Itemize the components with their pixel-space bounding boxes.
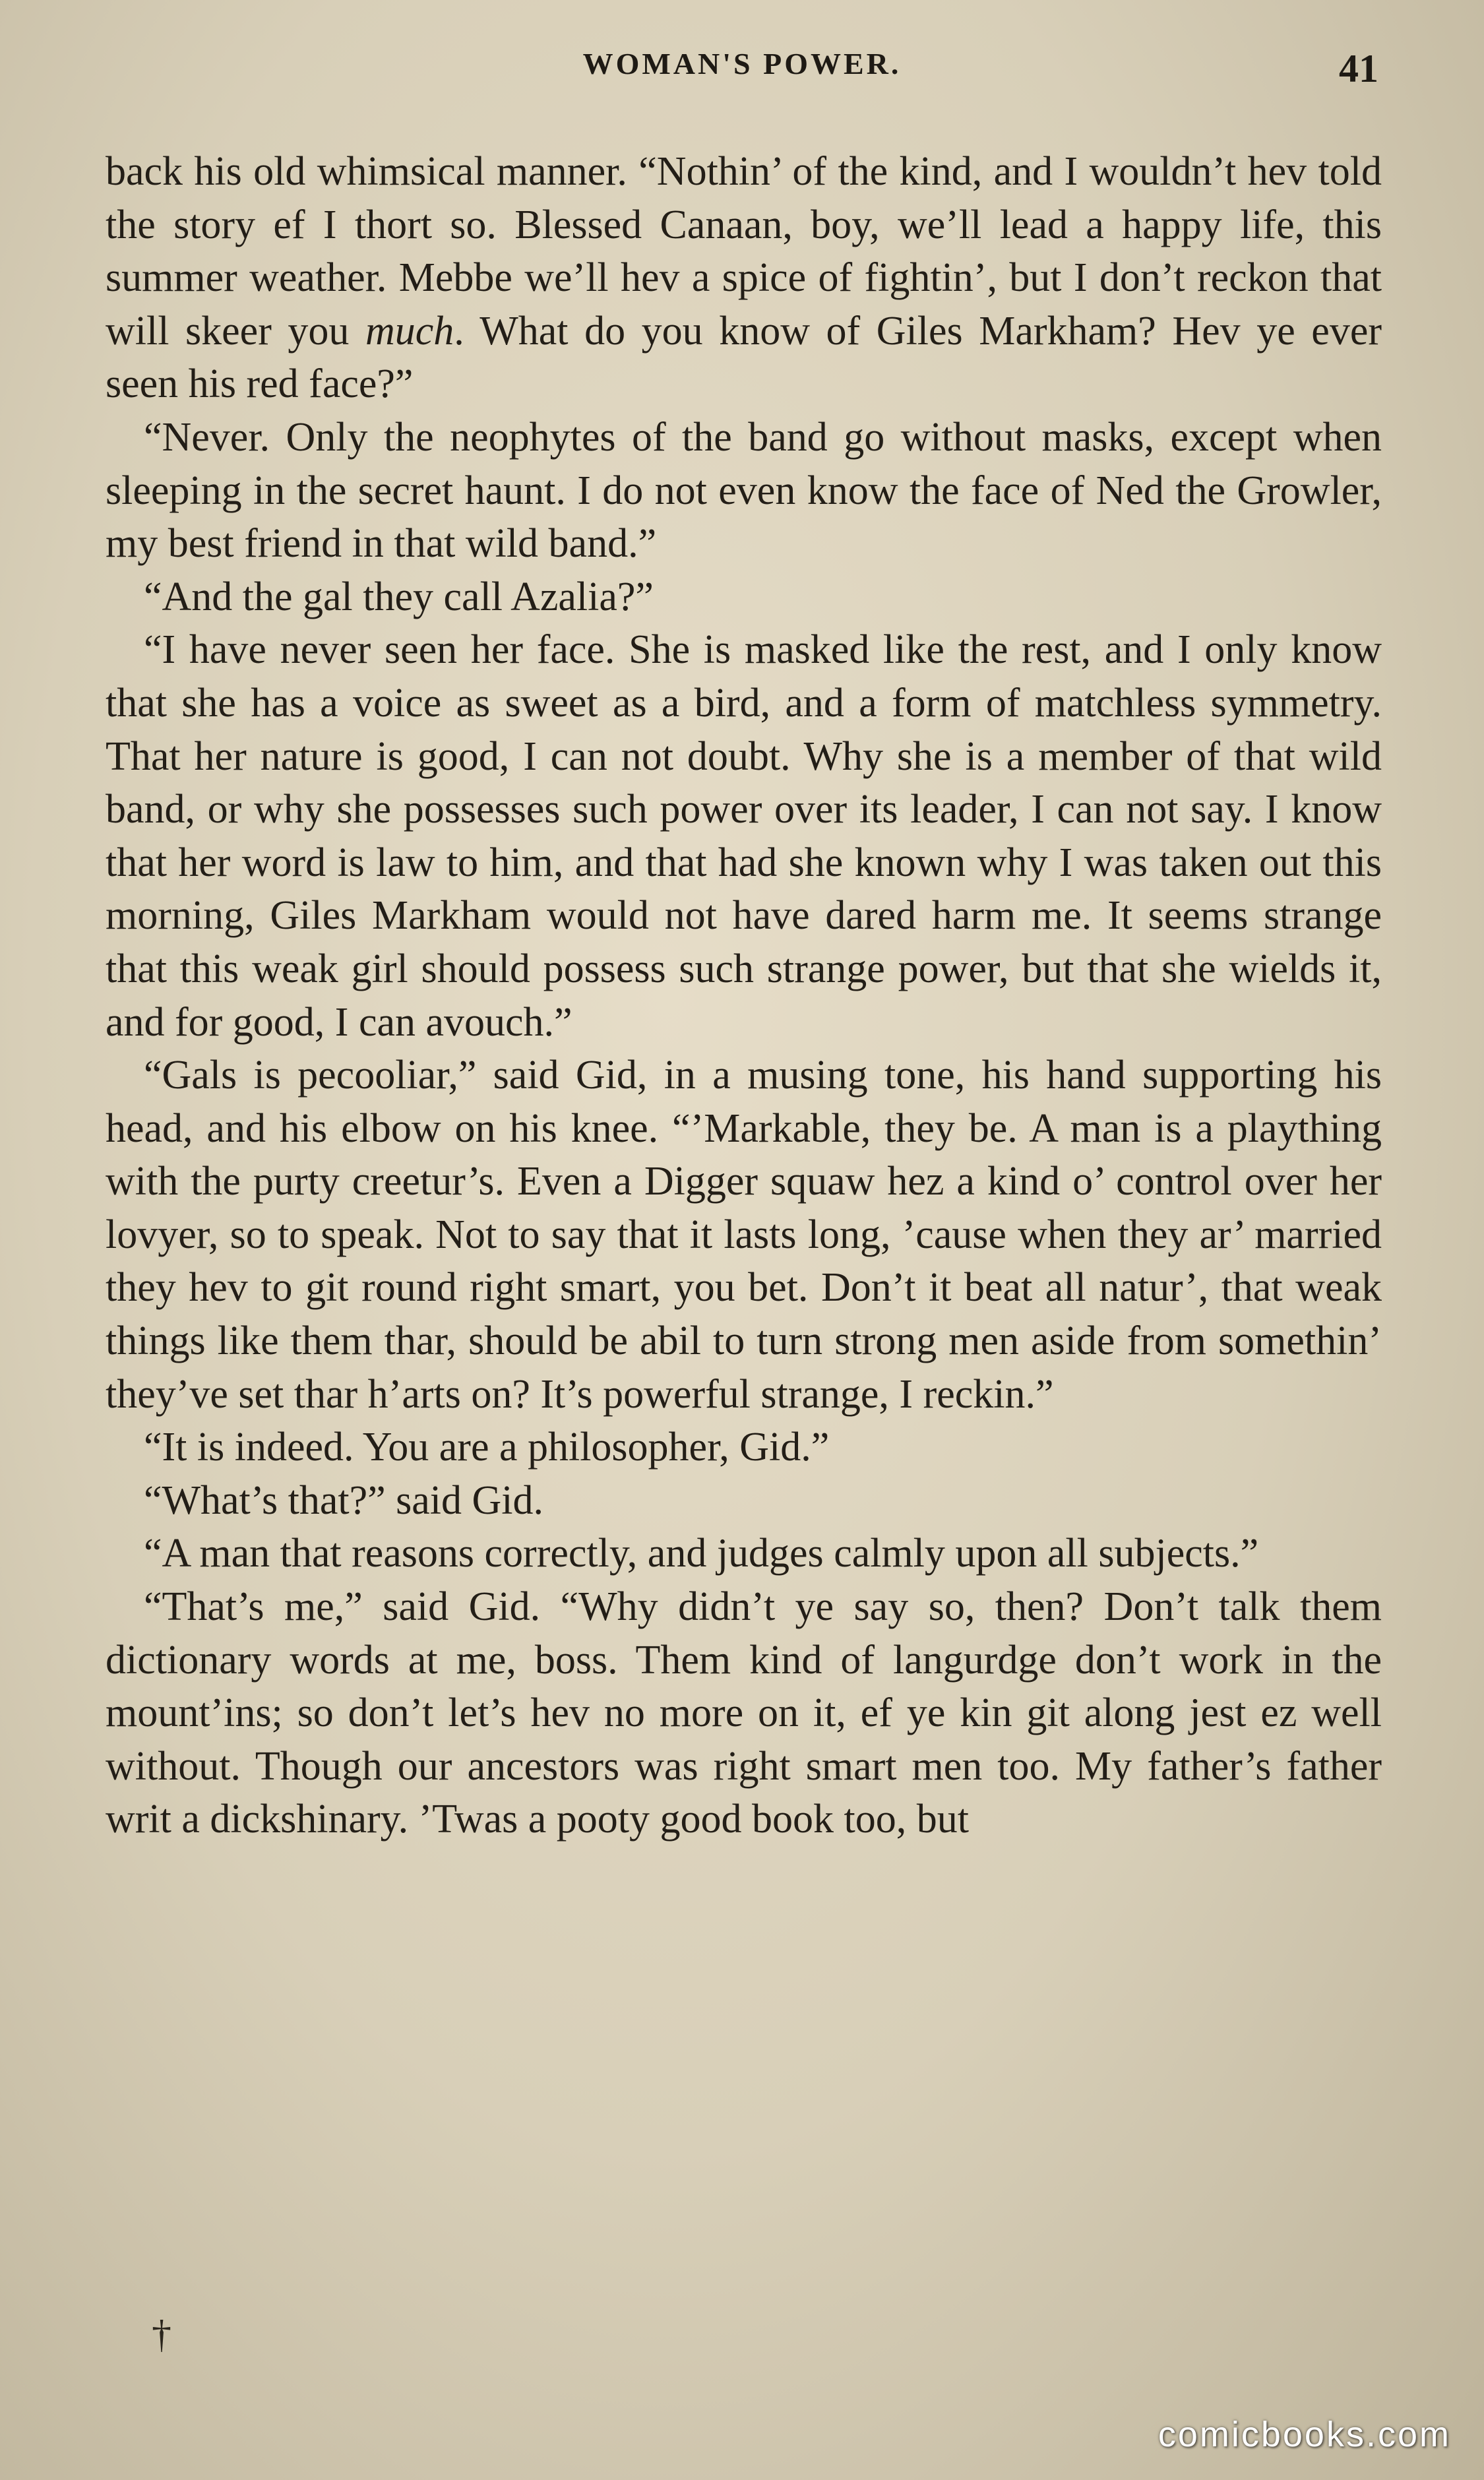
signature-mark: † — [152, 2312, 171, 2356]
text-run: back his old whimsical manner. “Nothin’ of the kind, and I wouldn’t hev told the story ef I thort so. Blessed Canaan, boy, we’ll lead a happy life, this summer weather. Mebbe we’ll hev a spice of fightin’, but I don’t reckon that will skeer you — [106, 149, 1382, 354]
paragraph-6: “It is indeed. You are a philosopher, Gid.” — [144, 1425, 830, 1470]
emphasis-run: much — [365, 308, 454, 354]
paragraph-1 — [106, 145, 1382, 411]
paragraph-2: “Never. Only the neophytes of the band go without masks, except when sleeping in the secret haunt. I do not even know the face of Ned the Growler, my best friend in that wild band.” — [106, 414, 1382, 567]
paragraph-4: “I have never seen her face. She is masked like the rest, and I only know that she has a voice as sweet as a bird, and a form of matchless symmetry. That her nature is good, I can not doubt. Why she is a member of that wild band, or why she possesses such power over its leader, I can not say. I know that her word is law to him, and that had she known why I was taken out this morning, Giles Markham would not have dared harm me. It seems strange that this weak girl should possess such strange power, but that she wields it, and for good, I can avouch.” — [106, 627, 1382, 1045]
paragraph-9: “That’s me,” said Gid. “Why didn’t ye say so, then? Don’t talk them dictionary words at me, boss. Them kind of langurdge don’t work in the mount’ins; so don’t let’s hev no more on it, ef ye kin git along jest ez well without. Though our ancestors was right smart men too. My father’s father writ a dickshinary. ’Twas a pooty good book too, but — [106, 1584, 1382, 1842]
paragraph-7: “What’s that?” said Gid. — [144, 1477, 544, 1523]
page-number: 41 — [1339, 47, 1378, 90]
body-text — [106, 145, 1382, 1846]
running-title: WOMAN'S POWER. — [582, 47, 902, 80]
watermark: comicbooks.com — [1158, 2415, 1451, 2454]
page-header — [106, 46, 1378, 106]
text-run: . What do you know of Giles Markham? Hev ye ever seen his red face?” — [106, 308, 1382, 407]
paragraph-5: “Gals is pecooliar,” said Gid, in a musing tone, his hand supporting his head, and his elbow on his knee. “’Markable, they be. A man is a plaything with the purty creetur’s. Even a Digger squaw hez a kind o’ control over her lovyer, so to speak. Not to say that it lasts long, ’cause when they ar’ married they hev to git round right smart, you bet. Don’t it beat all natur’, that weak things like them thar, should be abil to turn strong men aside from somethin’ they’ve set thar h’arts on? It’s powerful strange, I reckin.” — [106, 1053, 1382, 1417]
paragraph-8: “A man that reasons correctly, and judges calmly upon all subjects.” — [144, 1531, 1259, 1576]
paragraph-3: “And the gal they call Azalia?” — [144, 574, 654, 619]
